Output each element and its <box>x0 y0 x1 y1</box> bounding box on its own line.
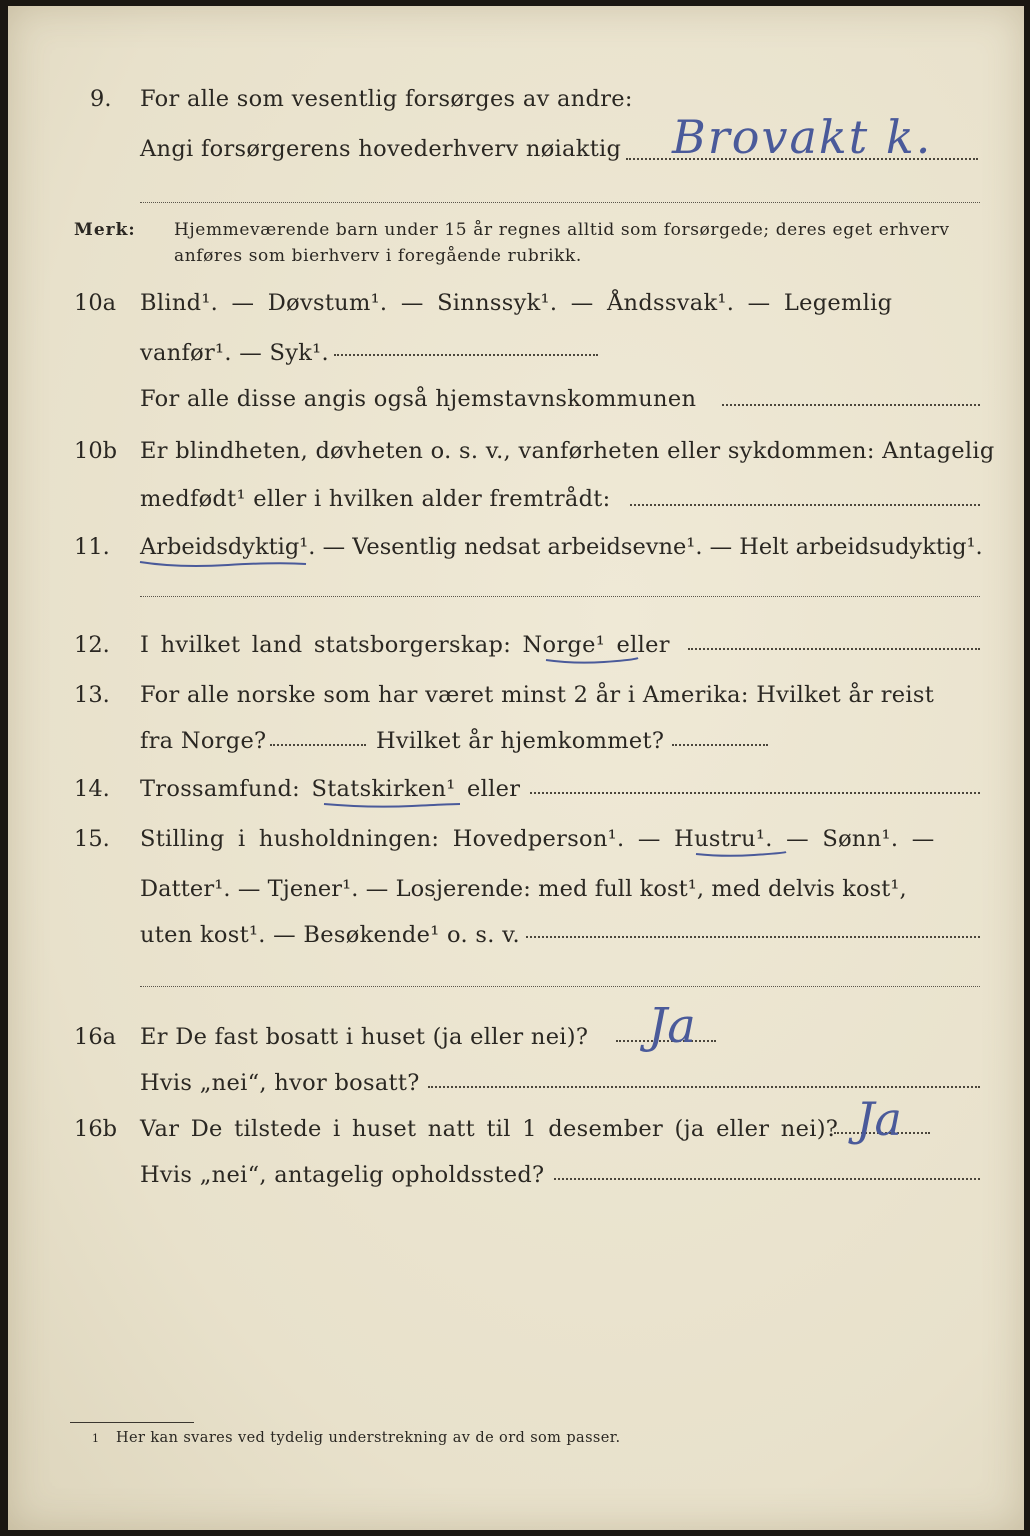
q10a-hometown-field[interactable] <box>722 404 980 406</box>
q11-handwritten-underline <box>138 556 308 570</box>
q13-return-field[interactable] <box>672 744 768 746</box>
q14-number: 14. <box>74 776 110 802</box>
q11-question-line1: Arbeidsdyktig¹. — Vesentlig nedsat arbeidsevne¹. — Helt arbeidsudyktig¹. <box>140 534 983 560</box>
q14-answer-field[interactable] <box>530 792 980 794</box>
q10b-number: 10b <box>74 438 118 464</box>
q15-question-line2: Datter¹. — Tjener¹. — Losjerende: med full kost¹, med delvis kost¹, <box>140 876 907 902</box>
q9-extra-line[interactable] <box>140 202 980 203</box>
q15-number: 15. <box>74 826 110 852</box>
q11-number: 11. <box>74 534 110 560</box>
q16b-whereabouts-field[interactable] <box>554 1178 980 1180</box>
q14-question-line1: Trossamfund: Statskirken¹ eller <box>140 776 521 802</box>
q10a-question-line1: Blind¹. — Døvstum¹. — Sinnssyk¹. — Åndssvak¹. — Legemlig <box>140 290 893 316</box>
q16a-handwritten-answer: Ja <box>648 998 696 1054</box>
q12-number: 12. <box>74 632 110 658</box>
q16b-question-line2: Hvis „nei“, antagelig opholdssted? <box>140 1162 545 1188</box>
q12-handwritten-underline <box>544 654 640 668</box>
q11-extra-line[interactable] <box>140 596 980 597</box>
q15-extra-line[interactable] <box>140 986 980 987</box>
q16a-residence-field[interactable] <box>428 1086 980 1088</box>
footnote-text: Her kan svares ved tydelig understrekning av de ord som passer. <box>116 1430 621 1446</box>
q14-handwritten-underline <box>322 798 462 812</box>
q16b-question-line1: Var De tilstede i huset natt til 1 desember (ja eller nei)? <box>140 1116 839 1142</box>
q16b-handwritten-answer: Ja <box>856 1092 902 1146</box>
q13-question-line2a: fra Norge? <box>140 728 267 754</box>
q9-question-line1: For alle som vesentlig forsørges av andre: <box>140 86 633 112</box>
q10a-answer-field[interactable] <box>334 354 598 356</box>
q15-answer-field[interactable] <box>526 936 980 938</box>
q16a-number: 16a <box>74 1024 117 1050</box>
q13-number: 13. <box>74 682 110 708</box>
q15-question-line3: uten kost¹. — Besøkende¹ o. s. v. <box>140 922 520 948</box>
q10b-answer-field[interactable] <box>630 504 980 506</box>
q12-answer-field[interactable] <box>688 648 980 650</box>
q9-number: 9. <box>90 86 112 112</box>
q15-question-line1: Stilling i husholdningen: Hovedperson¹. — Hustru¹. — Sønn¹. — <box>140 826 935 852</box>
q10b-question-line2: medfødt¹ eller i hvilken alder fremtrådt: <box>140 486 611 512</box>
footnote-mark: 1 <box>92 1432 100 1445</box>
q9-handwritten-answer: Brovakt k. <box>672 110 933 164</box>
q10a-question-line2: vanfør¹. — Syk¹. <box>140 340 329 366</box>
census-form-page <box>8 6 1024 1530</box>
q16a-question-line2: Hvis „nei“, hvor bosatt? <box>140 1070 420 1096</box>
q13-question-line1: For alle norske som har været minst 2 år i Amerika: Hvilket år reist <box>140 682 935 708</box>
q9-question-line2: Angi forsørgerens hovederhverv nøiaktig <box>140 136 622 162</box>
q12-question-line1: I hvilket land statsborgerskap: Norge¹ eller <box>140 632 670 658</box>
footnote-rule <box>70 1422 194 1423</box>
merk-text-line2: anføres som bierhverv i foregående rubrikk. <box>174 246 582 266</box>
q10b-question-line1: Er blindheten, døvheten o. s. v., vanførheten eller sykdommen: Antagelig <box>140 438 995 464</box>
q10a-question-line3: For alle disse angis også hjemstavnskommunen <box>140 386 697 412</box>
q13-departure-field[interactable] <box>270 744 366 746</box>
q15-handwritten-underline <box>694 848 788 862</box>
q16a-question-line1: Er De fast bosatt i huset (ja eller nei)? <box>140 1024 589 1050</box>
merk-text-line1: Hjemmeværende barn under 15 år regnes alltid som forsørgede; deres eget erhverv <box>174 220 950 240</box>
q10a-number: 10a <box>74 290 117 316</box>
q16b-number: 16b <box>74 1116 118 1142</box>
q13-question-line2b: Hvilket år hjemkommet? <box>376 728 665 754</box>
merk-label: Merk: <box>74 220 136 240</box>
